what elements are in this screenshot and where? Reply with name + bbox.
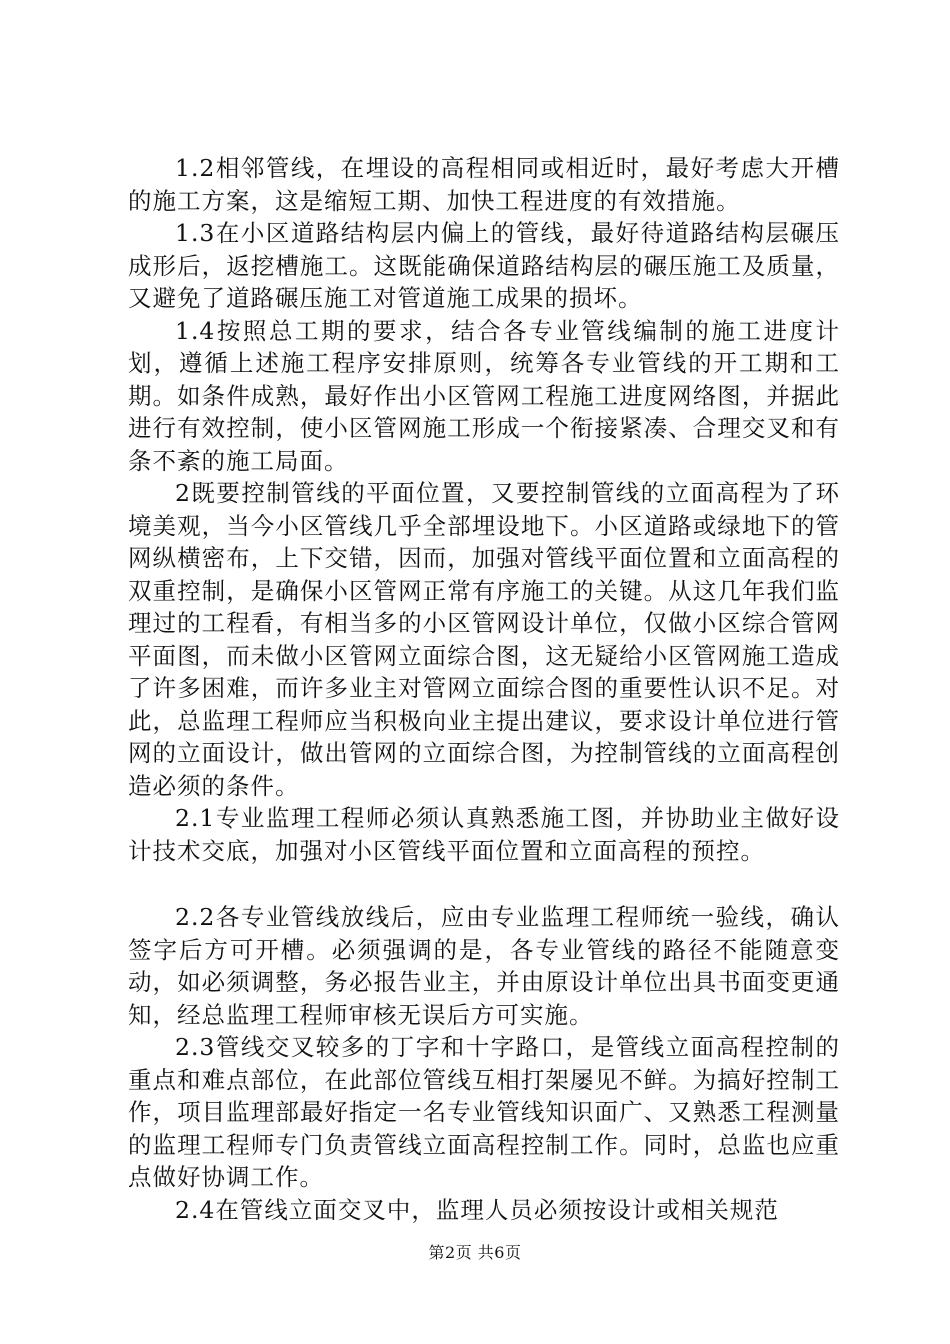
- page-footer: [0, 1243, 950, 1263]
- paragraph-2-2: 2.2各专业管线放线后，应由专业监理工程师统一验线，确认签字后方可开槽。必须强调的是，各专业管线的路径不能随意变动，如必须调整，务必报告业主，并由原设计单位出具书面变更通知，经总监理工程师审核无误后方可实施。: [128, 903, 840, 1029]
- paragraph-1-2: 1.2相邻管线，在埋设的高程相同或相近时，最好考虑大开槽的施工方案，这是缩短工期、加快工程进度的有效措施。: [128, 154, 840, 215]
- page-number-label: 第2页 共6页: [428, 1243, 522, 1262]
- document-body: [128, 152, 840, 1226]
- paragraph-2-4: 2.4在管线立面交叉中，监理人员必须按设计或相关规范: [175, 1195, 779, 1224]
- paragraph-2: 2既要控制管线的平面位置，又要控制管线的立面高程为了环境美观，当今小区管线几乎全部埋设地下。小区道路或绿地下的管网纵横密布，上下交错，因而，加强对管线平面位置和立面高程的双重控制，是确保小区管网正常有序施工的关键。从这几年我们监理过的工程看，有相当多的小区管网设计单位，仅做小区综合管网平面图，而未做小区管网立面综合图，这无疑给小区管网施工造成了许多困难，而许多业主对管网立面综合图的重要性认识不足。对此，总监理工程师应当积极向业主提出建议，要求设计单位进行管网的立面设计，做出管网的立面综合图，为控制管线的立面高程创造必须的条件。: [128, 479, 840, 800]
- paragraph-2-1: 2.1专业监理工程师必须认真熟悉施工图，并协助业主做好设计技术交底，加强对小区管线平面位置和立面高程的预控。: [128, 804, 840, 865]
- paragraph-1-4: 1.4按照总工期的要求，结合各专业管线编制的施工进度计划，遵循上述施工程序安排原则，统筹各专业管线的开工期和工期。如条件成熟，最好作出小区管网工程施工进度网络图，并据此进行有效控制，使小区管网施工形成一个衔接紧凑、合理交叉和有条不紊的施工局面。: [128, 316, 840, 475]
- paragraph-gap: [128, 867, 840, 901]
- paragraph-2-3: 2.3管线交叉较多的丁字和十字路口，是管线立面高程控制的重点和难点部位，在此部位管线互相打架屡见不鲜。为搞好控制工作，项目监理部最好指定一名专业管线知识面广、又熟悉工程测量的监理工程师专门负责管线立面高程控制工作。同时，总监也应重点做好协调工作。: [128, 1033, 840, 1191]
- paragraph-1-3: 1.3在小区道路结构层内偏上的管线，最好待道路结构层碾压成形后，返挖槽施工。这既能确保道路结构层的碾压施工及质量，又避免了道路碾压施工对管道施工成果的损坏。: [128, 219, 840, 312]
